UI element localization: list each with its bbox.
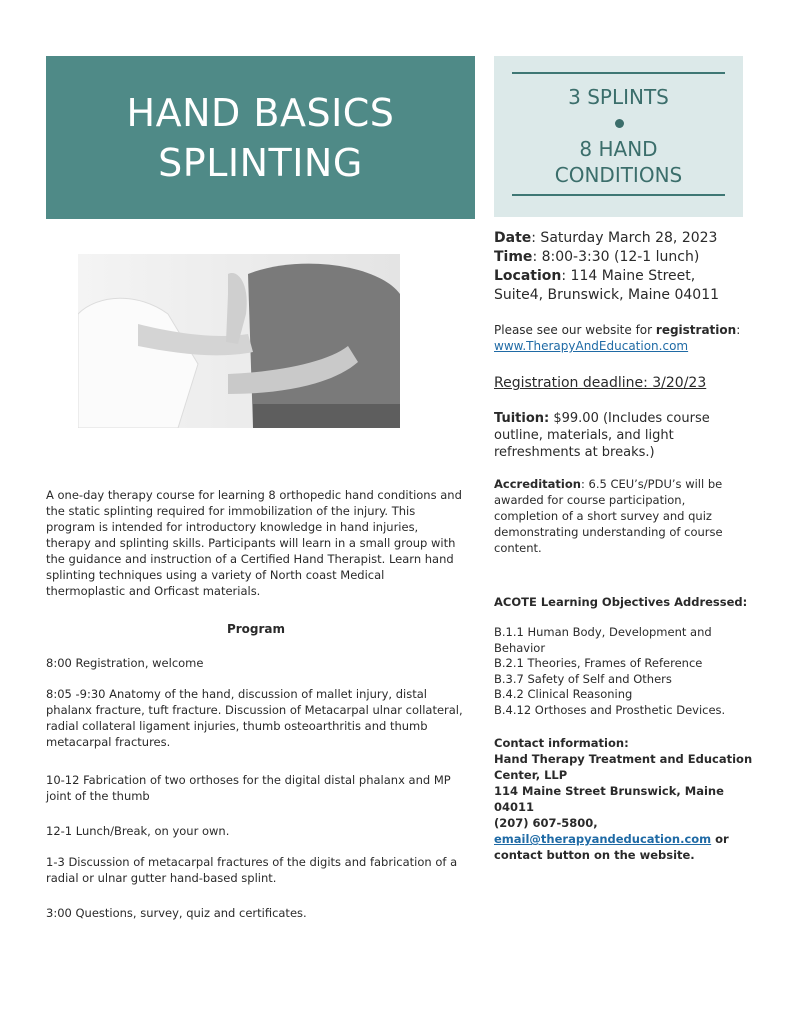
acote-item: B.2.1 Theories, Frames of Reference <box>494 656 703 670</box>
location-line-2: Suite4, Brunswick, Maine 04011 <box>494 287 720 303</box>
acote-item: B.1.1 Human Body, Development and Behavior <box>494 625 712 655</box>
program-item: 8:00 Registration, welcome <box>46 656 204 670</box>
contact-org: Hand Therapy Treatment and Education Center, LLP <box>494 752 753 782</box>
time-label: Time <box>494 249 533 265</box>
acote-heading: ACOTE Learning Objectives Addressed: <box>494 595 748 609</box>
location-label: Location <box>494 268 562 284</box>
accreditation-label: Accreditation <box>494 477 581 491</box>
accreditation-info <box>494 476 744 556</box>
program-item: 8:05 -9:30 Anatomy of the hand, discussion of mallet injury, distal phalanx fracture, tuft fracture. Discussion of Metacarpal ulnar collateral, radial collateral ligament injuries, thumb osteoarthritis and thumb metacarpal fractures. <box>46 687 463 749</box>
program-item: 12-1 Lunch/Break, on your own. <box>46 824 230 838</box>
contact-address: 114 Maine Street Brunswick, Maine 04011 <box>494 784 724 814</box>
program-heading: Program <box>226 622 286 636</box>
splints-count: 3 SPLINTS <box>568 85 669 109</box>
tuition-text: $99.00 (Includes course outline, materials, and light refreshments at breaks.) <box>494 411 710 460</box>
registration-colon: : <box>736 323 741 337</box>
time-value: : 8:00-3:30 (12-1 lunch) <box>532 249 700 265</box>
bullet-dot <box>615 119 624 128</box>
acote-item: B.4.12 Orthoses and Prosthetic Devices. <box>494 702 726 717</box>
program-item: 3:00 Questions, survey, quiz and certificates. <box>46 906 307 920</box>
program-item: 10-12 Fabrication of two orthoses for the digital distal phalanx and MP joint of the thumb <box>46 773 451 803</box>
title-banner <box>46 56 475 219</box>
highlight-box <box>494 56 743 217</box>
course-description: A one-day therapy course for learning 8 orthopedic hand conditions and the static splinting required for immobilization of the injury. This program is intended for introductory knowledge in hand injuries, therapy and splinting skills. Participants will learn in a small group with the guidance and instruction of a Certified Hand Therapist. Learn hand splinting techniques using a variety of North coast Medical thermoplastic and Orficast materials. <box>46 488 462 598</box>
registration-text: Please see our website for <box>494 323 656 337</box>
tuition-label: Tuition: <box>494 411 550 426</box>
title-line-2: SPLINTING <box>158 140 363 185</box>
registration-bold: registration <box>655 323 737 337</box>
conditions-line-2: CONDITIONS <box>554 163 683 187</box>
program-item: 1-3 Discussion of metacarpal fractures of the digits and fabrication of a radial or ulnar gutter hand-based splint. <box>46 855 458 885</box>
title-line-1: HAND BASICS <box>126 90 395 135</box>
tuition-info <box>494 410 724 461</box>
event-details <box>494 229 764 305</box>
date-label: Date <box>494 230 532 246</box>
acote-item: B.4.2 Clinical Reasoning <box>494 687 633 701</box>
contact-suffix: or contact button on the website. <box>494 832 729 862</box>
accreditation-text: : 6.5 CEU’s/PDU’s will be awarded for course participation, completion of a short survey and quiz demonstrating understanding of course content. <box>494 477 723 555</box>
divider-top <box>512 72 725 74</box>
acote-list <box>494 625 754 718</box>
registration-info <box>494 322 764 354</box>
contact-phone: (207) 607-5800, <box>494 816 598 830</box>
contact-heading: Contact information: <box>494 736 629 750</box>
date-value: : Saturday March 28, 2023 <box>531 230 718 246</box>
acote-item: B.3.7 Safety of Self and Others <box>494 671 672 686</box>
therapy-photo <box>78 254 400 428</box>
location-value: : 114 Maine Street, <box>561 268 696 284</box>
email-link[interactable]: email@therapyandeducation.com <box>494 832 712 846</box>
registration-deadline: Registration deadline: 3/20/23 <box>494 375 707 391</box>
divider-bottom <box>512 194 725 196</box>
contact-info <box>494 735 754 863</box>
conditions-line-1: 8 HAND <box>579 137 658 161</box>
website-link[interactable]: www.TherapyAndEducation.com <box>494 339 689 353</box>
